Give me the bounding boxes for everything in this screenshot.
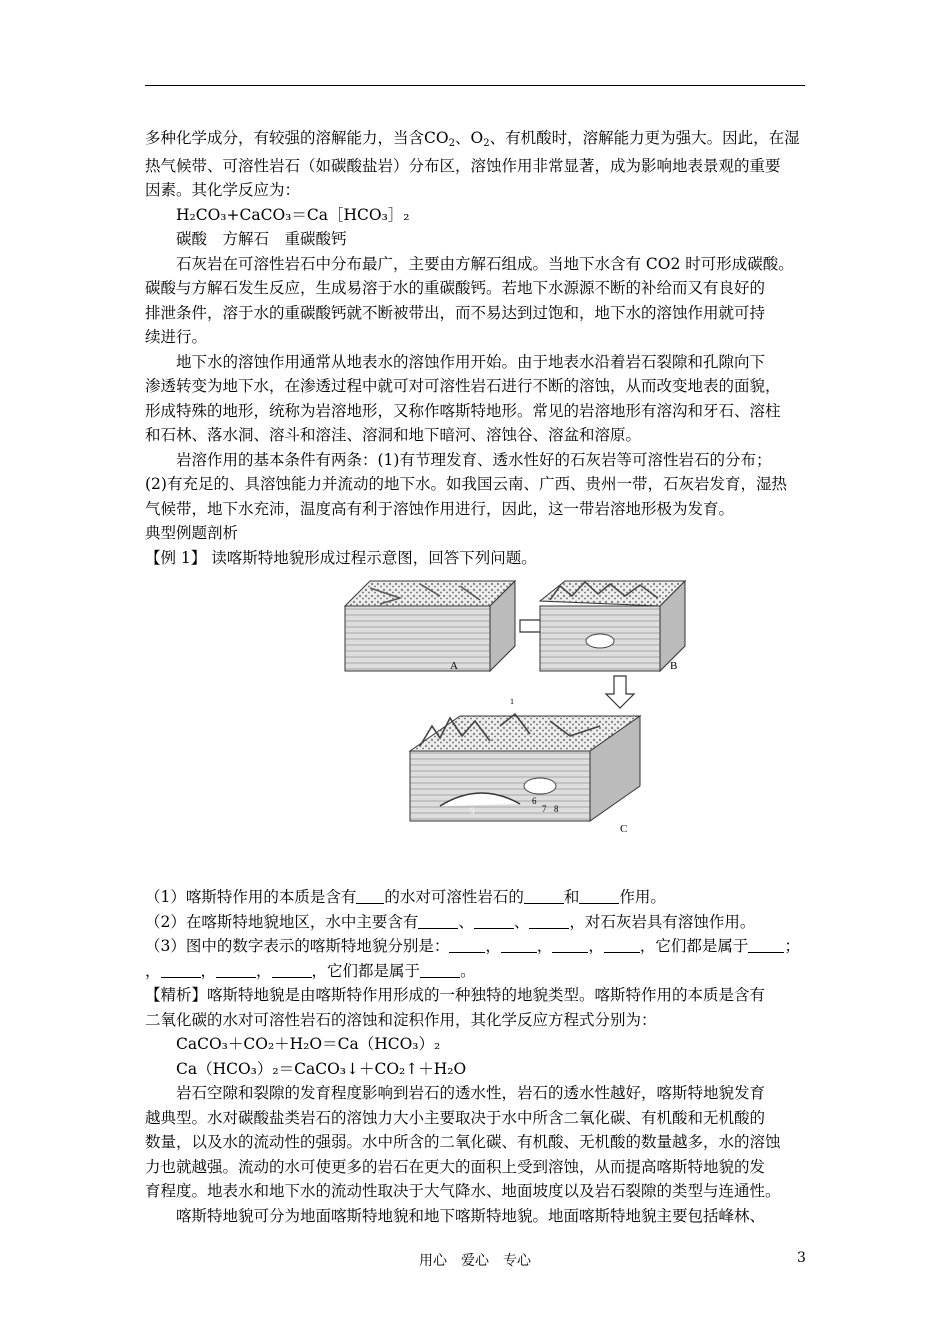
equation-1: H₂CO₃+CaCO₃＝Ca［HCO₃］₂ [176, 205, 410, 224]
question-1 [145, 885, 815, 910]
footer-motto: 用心 爱心 专心 [419, 1253, 531, 1269]
answer-blank[interactable] [552, 937, 588, 953]
text-line: 排泄条件，溶于水的重碳酸钙就不断被带出，而不易达到过饱和，地下水的溶蚀作用就可持 [145, 303, 766, 322]
answer-blank[interactable] [748, 937, 784, 953]
text-span: 。 [460, 961, 476, 980]
text-span: （3）图中的数字表示的喀斯特地貌分别是： [145, 937, 450, 955]
equation-1-labels: 碳酸 方解石 重碳酸钙 [176, 230, 347, 248]
answer-blank[interactable] [449, 937, 485, 953]
text-line: 越典型。水对碳酸盐类岩石的溶蚀力大小主要取决于水中所含二氧化碳、有机酸和无机酸的 [145, 1108, 766, 1127]
example-title: 【例 1】 读喀斯特地貌形成过程示意图，回答下列问题。 [145, 548, 537, 567]
answer-blank[interactable] [604, 937, 640, 953]
text-line: 地下水的溶蚀作用通常从地表水的溶蚀作用开始。由于地表水沿着岩石裂隙和孔隙向下 [176, 352, 766, 371]
text-span: 、有机酸时，溶解能力更为强大。因此，在湿 [489, 129, 800, 147]
text-span: 多种化学成分，有较强的溶解能力，当含 [145, 129, 425, 147]
number-6: 6 [532, 796, 537, 806]
block-a [345, 581, 515, 671]
text-line: (2)有充足的、具溶蚀能力并流动的地下水。如我国云南、广西、贵州一带，石灰岩发育，湿热 [145, 475, 787, 493]
karst-diagram [340, 576, 690, 876]
number-8: 8 [554, 804, 559, 814]
answer-blank[interactable] [420, 962, 460, 978]
text-span: ， [485, 937, 501, 955]
text-span: ， [588, 937, 604, 955]
karst-figure [145, 576, 815, 881]
text-span: ， [200, 961, 217, 980]
label-a: A [450, 660, 458, 672]
text-line: 岩石空隙和裂隙的发育程度影响到岩石的透水性，岩石的透水性越好，喀斯特地貌发育 [176, 1084, 766, 1102]
page-number: 3 [797, 1250, 806, 1266]
answer-blank[interactable] [216, 962, 256, 978]
text-line: 力也就越强。流动的水可使更多的岩石在更大的面积上受到溶蚀，从而提高喀斯特地貌的发 [145, 1157, 766, 1176]
text-span: ，对石灰岩具有溶蚀作用。 [569, 912, 756, 931]
text-span: 、 [513, 912, 530, 931]
section-heading: 典型例题剖析 [145, 524, 239, 542]
text-span: （2）在喀斯特地貌地区，水中主要含有 [145, 912, 419, 931]
header-rule [145, 85, 805, 86]
text-line: 因素。其化学反应为： [145, 181, 301, 199]
answer-blank[interactable] [418, 913, 458, 929]
text-line: 和石林、落水洞、溶斗和溶洼、溶洞和地下暗河、溶蚀谷、溶盆和溶原。 [145, 426, 642, 444]
text-line: 续进行。 [145, 328, 208, 346]
text-span: ， [536, 937, 553, 955]
answer-blank[interactable] [529, 913, 569, 929]
label-b: B [670, 660, 678, 672]
text-span: ， [145, 961, 161, 980]
text-span: 、 [458, 912, 474, 931]
question-2 [145, 910, 815, 935]
text-line: 石灰岩在可溶性岩石中分布最广，主要由方解石组成。当地下水含有 CO2 时可形成碳酸。 [176, 254, 794, 273]
answer-blank[interactable] [474, 913, 514, 929]
number-7: 7 [542, 804, 547, 814]
text-span: ； [784, 937, 800, 955]
text-span: 和 [563, 888, 580, 906]
text-line: 气候带，地下水充沛，温度高有利于溶蚀作用进行，因此，这一带岩溶地形极为发育。 [145, 499, 735, 518]
text-line: 育程度。地表水和地下水的流动性取决于大气降水、地面坡度以及岩石裂隙的类型与连通性。 [145, 1182, 781, 1200]
equation-2: CaCO₃＋CO₂＋H₂O＝Ca（HCO₃）₂ [176, 1035, 441, 1053]
equation-3: Ca（HCO₃）₂＝CaCO₃↓＋CO₂↑＋H₂O [176, 1059, 467, 1078]
number-1: 1 [510, 697, 514, 706]
number-5: 5 [470, 806, 475, 816]
answer-blank[interactable] [272, 962, 312, 978]
text-line: 多种化学成分，有较强的溶解能力，当含CO2、O2、有机酸时，溶解能力更为强大。因此，在湿 [145, 129, 800, 149]
text-line: 渗透转变为地下水，在渗透过程中就可对可溶性岩石进行不断的溶蚀，从而改变地表的面貌， [145, 377, 781, 395]
text-line: 形成特殊的地形，统称为岩溶地形，又称作喀斯特地形。常见的岩溶地形有溶沟和牙石、溶柱 [145, 401, 781, 420]
text-line: 岩溶作用的基本条件有两条：(1)有节理发育、透水性好的石灰岩等可溶性岩石的分布； [176, 450, 772, 469]
block-b [540, 581, 685, 671]
label-c: C [620, 823, 628, 835]
question-3 [145, 934, 815, 959]
text-span: ， [256, 961, 272, 980]
text-line: 二氧化碳的水对可溶性岩石的溶蚀和淀积作用，其化学反应方程式分别为： [145, 1010, 657, 1029]
text-span: CO [424, 129, 449, 147]
text-span: 、O [454, 129, 484, 147]
text-span: 作用。 [619, 888, 666, 906]
text-line: 数量，以及水的流动性的强弱。水中所含的二氧化碳、有机酸、无机酸的数量越多，水的溶蚀 [145, 1133, 781, 1151]
page-body [145, 126, 815, 1228]
answer-blank[interactable] [501, 937, 537, 953]
question-3-cont [145, 959, 815, 984]
text-span: 的水对可溶性岩石的 [384, 888, 524, 906]
block-c [410, 714, 640, 821]
text-line: 喀斯特地貌可分为地面喀斯特地貌和地下喀斯特地貌。地面喀斯特地貌主要包括峰林、 [176, 1206, 766, 1225]
answer-blank[interactable] [356, 888, 384, 904]
text-line: 热气候带、可溶性岩石（如碳酸盐岩）分布区，溶蚀作用非常显著，成为影响地表景观的重要 [145, 156, 781, 175]
arrow-down-icon [606, 676, 634, 708]
answer-blank[interactable] [579, 888, 619, 904]
text-span: ，它们都是属于 [639, 937, 749, 955]
text-span: ，它们都是属于 [311, 961, 421, 980]
text-span: （1）喀斯特作用的本质是含有 [145, 888, 357, 906]
text-line: 【精析】喀斯特地貌是由喀斯特作用形成的一种独特的地貌类型。喀斯特作用的本质是含有 [145, 986, 766, 1004]
text-line: 碳酸与方解石发生反应，生成易溶于水的重碳酸钙。若地下水源源不断的补给而又有良好的 [145, 279, 766, 297]
answer-blank[interactable] [524, 888, 564, 904]
answer-blank[interactable] [161, 962, 201, 978]
